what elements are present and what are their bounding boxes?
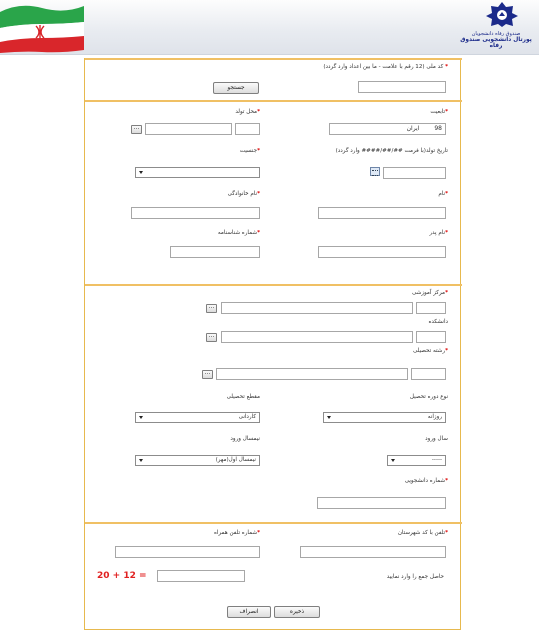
faculty-picker-button[interactable]: ...	[206, 333, 217, 342]
portal-title-line2: پورتال دانشجویی صندوق رفاه	[460, 37, 532, 49]
national-code-input[interactable]	[358, 81, 446, 93]
entry-year-label: سال ورود	[425, 436, 448, 442]
course-type-label: نوع دوره تحصیل	[409, 394, 448, 400]
entry-semester-select[interactable]: نیمسال اول(مهر)	[135, 455, 260, 466]
gender-select[interactable]	[135, 167, 260, 178]
portal-title-line1: صندوق رفاه دانشجویان	[471, 31, 521, 37]
mobile-label: *شماره تلفن همراه	[213, 530, 260, 536]
save-button[interactable]: ذخیره	[274, 606, 320, 618]
captcha-question: 20 + 12 =	[97, 571, 147, 581]
faculty-label: دانشکده	[428, 319, 448, 325]
father-name-label: *نام پدر	[429, 230, 448, 236]
degree-select[interactable]: کاردانی	[135, 412, 260, 423]
portal-title	[455, 31, 537, 49]
birthplace-code-input[interactable]	[235, 123, 260, 135]
education-center-picker-button[interactable]: ...	[206, 304, 217, 313]
chevron-down-icon	[327, 416, 331, 419]
chevron-down-icon	[139, 171, 143, 174]
student-number-input[interactable]	[317, 497, 446, 509]
nationality-label: *تابعیت	[430, 109, 448, 115]
faculty-code-input[interactable]	[416, 331, 446, 343]
id-number-label: *شماره شناسنامه	[217, 230, 260, 236]
gender-label: *جنسیت	[239, 148, 260, 154]
birthplace-label: *محل تولد	[235, 109, 260, 115]
father-name-input[interactable]	[318, 246, 446, 258]
degree-label: مقطع تحصیلی	[226, 394, 260, 400]
field-of-study-input[interactable]	[216, 368, 408, 380]
entry-semester-label: نیمسال ورود	[230, 436, 260, 442]
field-of-study-label: *رشته تحصیلی	[412, 348, 448, 354]
chevron-down-icon	[139, 416, 143, 419]
first-name-label: *نام	[438, 191, 448, 197]
phone-label: *تلفن با کد شهرستان	[397, 530, 448, 536]
section-divider	[85, 58, 462, 60]
id-number-input[interactable]	[170, 246, 260, 258]
registration-form	[84, 58, 461, 630]
last-name-input[interactable]	[131, 207, 260, 219]
section-divider	[85, 284, 462, 286]
mobile-input[interactable]	[115, 546, 260, 558]
entry-year-select[interactable]: -----	[387, 455, 446, 466]
iran-flag-icon	[0, 0, 84, 53]
field-of-study-code-input[interactable]	[411, 368, 446, 380]
section-divider	[85, 100, 462, 102]
education-center-code-input[interactable]	[416, 302, 446, 314]
education-center-label: *مرکز آموزشی	[411, 290, 448, 296]
search-button[interactable]: جستجو	[213, 82, 259, 94]
chevron-down-icon	[139, 459, 143, 462]
field-of-study-picker-button[interactable]: ...	[202, 370, 213, 379]
captcha-label: حاصل جمع را وارد نمایید	[386, 574, 444, 580]
student-number-label: *شماره دانشجویی	[404, 478, 448, 484]
student-fund-logo-icon	[480, 1, 524, 27]
calendar-icon[interactable]	[370, 167, 380, 176]
faculty-input[interactable]	[221, 331, 413, 343]
chevron-down-icon	[391, 459, 395, 462]
header-banner	[0, 0, 539, 55]
captcha-input[interactable]	[157, 570, 245, 582]
course-type-select[interactable]: روزانه	[323, 412, 446, 423]
first-name-input[interactable]	[318, 207, 446, 219]
national-code-label: * کد ملی (12 رقم با علامت - ما بین اعداد وارد گردد)	[323, 64, 448, 70]
phone-input[interactable]	[300, 546, 446, 558]
section-divider	[85, 522, 462, 524]
birthdate-input[interactable]	[383, 167, 446, 179]
birthdate-label: تاریخ تولد(با فرمت ##/##/#### وارد گردد)	[335, 148, 448, 154]
education-center-input[interactable]	[221, 302, 413, 314]
last-name-label: *نام خانوادگی	[227, 191, 260, 197]
birthplace-picker-button[interactable]: ...	[131, 125, 142, 134]
cancel-button[interactable]: انصراف	[227, 606, 271, 618]
birthplace-input[interactable]	[145, 123, 232, 135]
nationality-input[interactable]: 98ایران	[329, 123, 446, 135]
